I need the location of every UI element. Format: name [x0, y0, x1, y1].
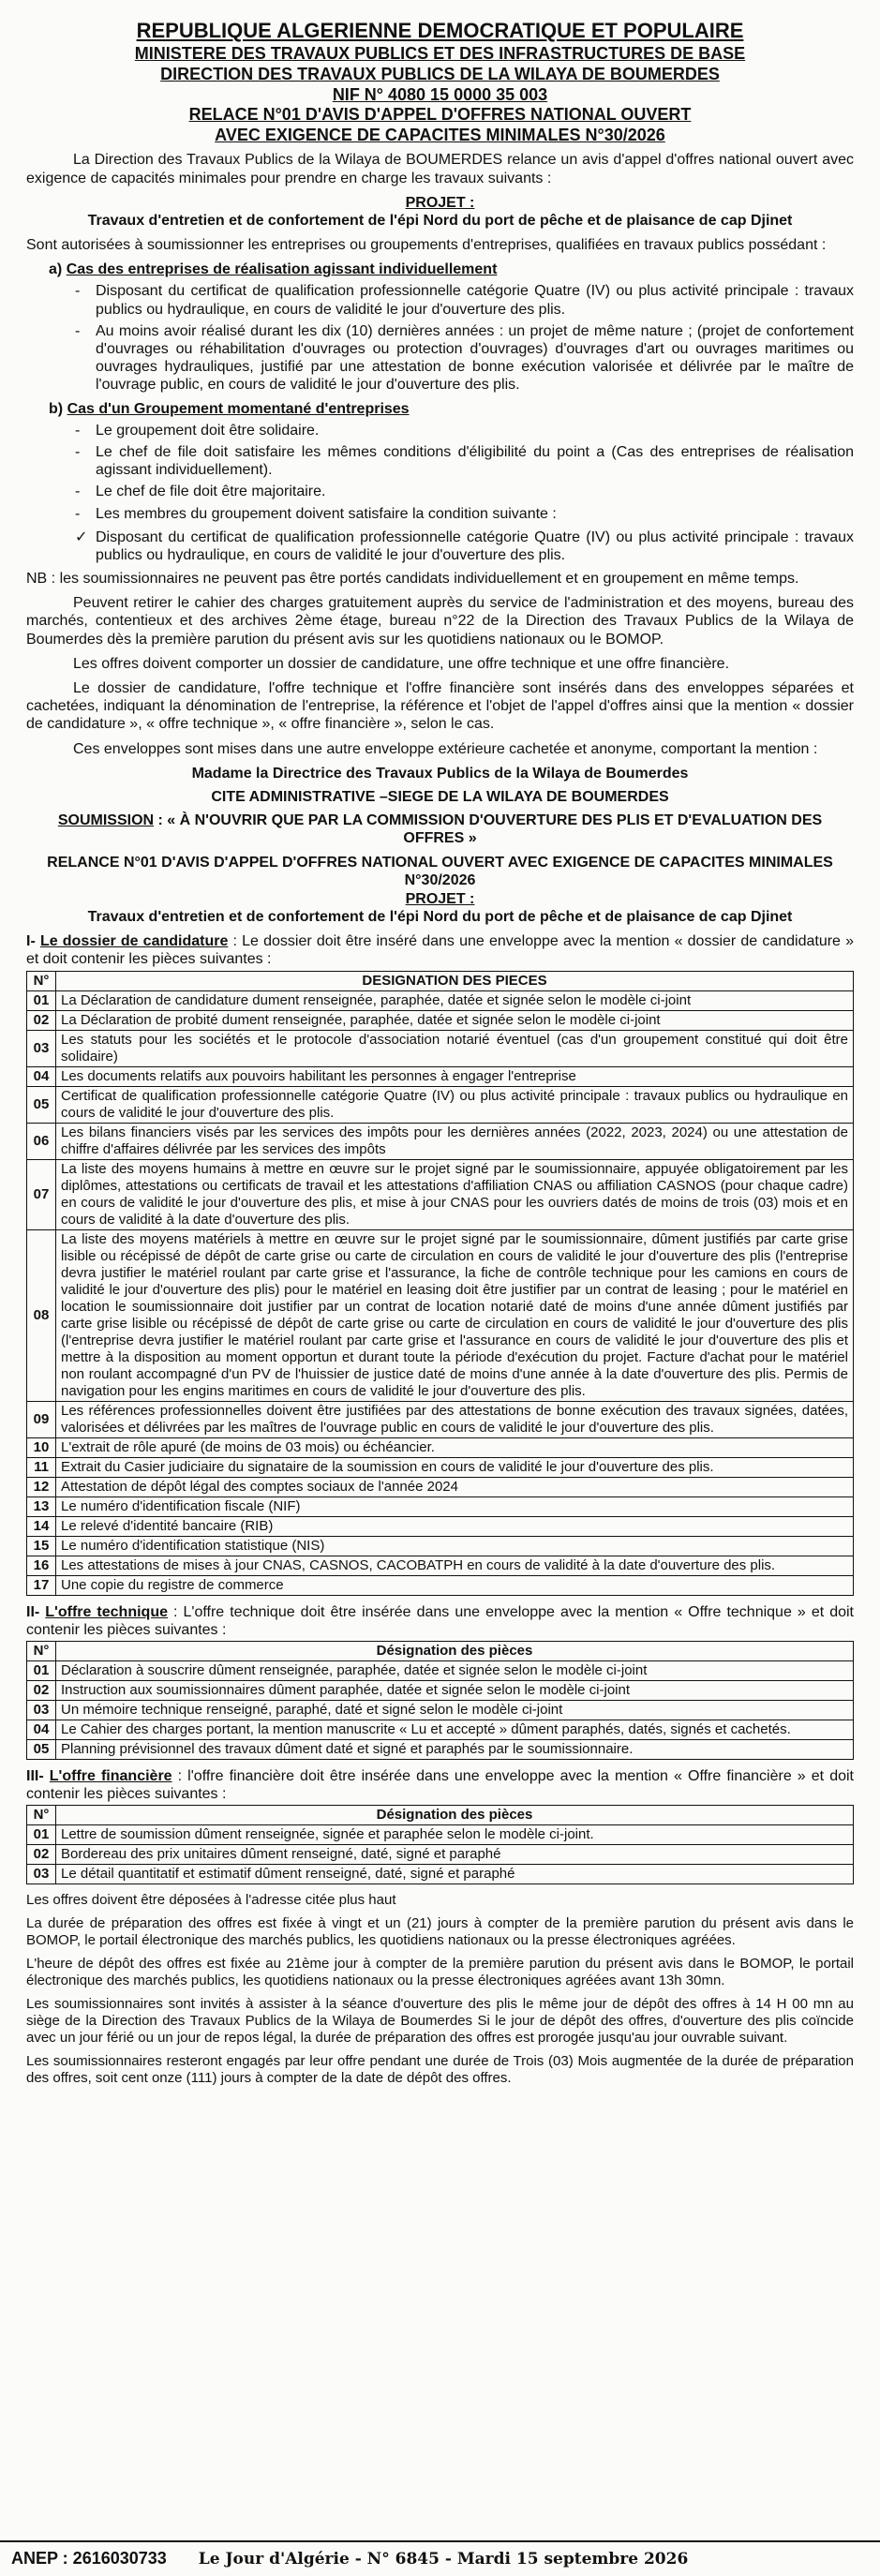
intro-paragraph: La Direction des Travaux Publics de la Wilaya de BOUMERDES relance un avis d'appel d'offres national ouvert avec exigence de capacités minimales pour prendre en charge les travaux suivants :: [26, 152, 854, 186]
table-row: 05 Planning prévisionnel des travaux dûment daté et signé et paraphés par le soumissionnaire.: [27, 1740, 854, 1760]
list-item: - Disposant du certificat de qualification professionnelle catégorie Quatre (IV) ou plus activité principale : travaux publics ou hydraulique, en cours de validité le jour d'ouverture des plis.: [96, 282, 854, 318]
footer-bar: [0, 2540, 880, 2576]
closing-paragraph: Les soumissionnaires sont invités à assister à la séance d'ouverture des plis le même jour de dépôt des offres à 14 H 00 mn au siège de la Direction des Travaux Publics de la Wilaya de Boumerdes Si le jour de dépôt des offres, d'ouverture des plis coïncide avec un jour férié ou un jour de repos légal, la durée de préparation des offres est prorogée jusqu'au jour ouvrable suivant.: [26, 1996, 854, 2047]
case-b-label: b): [49, 400, 64, 417]
table-header-row: [27, 1806, 854, 1825]
ministry-title: MINISTERE DES TRAVAUX PUBLICS ET DES INFRASTRUCTURES DE BASE: [134, 44, 746, 64]
technique-table: [26, 1641, 854, 1760]
check-mark-icon: ✓: [75, 529, 88, 545]
check-item: [26, 529, 854, 564]
table-header-row: [27, 971, 854, 990]
capacites-title: AVEC EXIGENCE DE CAPACITES MINIMALES N°30/2026: [215, 125, 665, 144]
soumission-label: SOUMISSION: [57, 812, 155, 829]
case-b-list: [26, 422, 854, 523]
table-row: 01 Déclaration à souscrire dûment renseignée, paraphée, datée et signée selon le modèle ci-joint: [27, 1661, 854, 1681]
column-header: Désignation des pièces: [56, 1806, 854, 1825]
table-row: 01 La Déclaration de candidature dument renseignée, paraphée, datée et signée selon le modèle ci-joint: [27, 990, 854, 1010]
soumission-text: : « À N'OUVRIR QUE PAR LA COMMISSION D'OUVERTURE DES PLIS ET D'EVALUATION DES OFFRES »: [154, 812, 823, 847]
case-a-title: Cas des entreprises de réalisation agissant individuellement: [66, 261, 498, 278]
projet-title-2: Travaux d'entretien et de confortement de l'épi Nord du port de pêche et de plaisance de cap Djinet: [87, 909, 793, 926]
candidature-title: Le dossier de candidature: [39, 933, 229, 950]
table-row: 16 Les attestations de mises à jour CNAS, CASNOS, CACOBATPH en cours de validité à la date d'ouverture des plis.: [27, 1556, 854, 1575]
candidature-intro: [26, 932, 854, 968]
table-row: 14 Le relevé d'identité bancaire (RIB): [27, 1516, 854, 1536]
table-row: 02 Bordereau des prix unitaires dûment renseigné, daté, signé et paraphé: [27, 1845, 854, 1865]
financiere-title: L'offre financière: [49, 1768, 172, 1785]
list-item: - Les membres du groupement doivent satisfaire la condition suivante :: [96, 505, 854, 523]
table-row: 06 Les bilans financiers visés par les services des impôts pour les dernières années (2022, 2023, 2024) ou une attestation de chiffre d'affaires délivrée par les services des impôts: [27, 1123, 854, 1159]
financiere-text: : l'offre financière doit être insérée dans une enveloppe avec la mention « Offre financière » et doit contenir les pièces suivantes :: [26, 1768, 855, 1803]
direction-title: DIRECTION DES TRAVAUX PUBLICS DE LA WILAYA DE BOUMERDES: [160, 64, 720, 83]
projet-label: PROJET :: [405, 194, 475, 211]
nb-paragraph: NB : les soumissionnaires ne peuvent pas être portés candidats individuellement et en groupement en même temps.: [26, 571, 799, 588]
case-b-section: [26, 400, 854, 418]
table-header-row: [27, 1642, 854, 1661]
table-row: 03 Les statuts pour les sociétés et le protocole d'association notarié éventuel (cas d'un groupement constitué qui doit être solidaire): [27, 1030, 854, 1066]
table-row: 13 Le numéro d'identification fiscale (NIF): [27, 1496, 854, 1516]
enveloppes-paragraph: Le dossier de candidature, l'offre technique et l'offre financière sont insérés dans des enveloppes séparées et cachetées, indiquant la dénomination de l'entreprise, la référence et l'objet de l'appel d'offres ainsi que la mention « dossier de candidature », « offre technique », « offre financière », selon le cas.: [26, 680, 854, 733]
nif-number: NIF N° 4080 15 0000 35 003: [332, 84, 548, 104]
table-row: 01 Lettre de soumission dûment renseignée, signée et paraphée selon le modèle ci-joint.: [27, 1825, 854, 1845]
column-header: DESIGNATION DES PIECES: [56, 971, 854, 990]
financiere-intro: [26, 1767, 854, 1803]
column-header: N°: [27, 971, 56, 990]
case-a-section: [26, 261, 854, 278]
candidature-num: I-: [26, 933, 36, 950]
case-a-list: [26, 282, 854, 394]
column-header: N°: [27, 1642, 56, 1661]
projet-label-2: PROJET :: [405, 890, 475, 907]
closing-paragraph: L'heure de dépôt des offres est fixée au 21ème jour à compter de la première parution du présent avis dans le BOMOP, le portail électronique des marchés publics, les quotidiens nationaux ou la presse électroniques agréées avant 13h 30mn.: [26, 1956, 854, 1989]
case-b-title: Cas d'un Groupement momentané d'entreprises: [67, 400, 410, 417]
list-item: - Le chef de file doit satisfaire les mêmes conditions d'éligibilité du point a (Cas des entreprises de réalisation agissant individuellement).: [96, 443, 854, 479]
soumission-line: [26, 812, 854, 847]
check-item-text: Disposant du certificat de qualification professionnelle catégorie Quatre (IV) ou plus activité principale : travaux publics ou hydraulique, en cours de validité le jour d'ouverture des plis.: [96, 529, 854, 563]
table-row: 03 Le détail quantitatif et estimatif dûment renseigné, daté, signé et paraphé: [27, 1865, 854, 1884]
candidature-text: : Le dossier doit être inséré dans une enveloppe avec la mention « dossier de candidature » et doit contenir les pièces suivantes :: [26, 933, 855, 968]
table-row: 03 Un mémoire technique renseigné, paraphé, daté et signé selon le modèle ci-joint: [27, 1701, 854, 1720]
projet-title: Travaux d'entretien et de confortement de l'épi Nord du port de pêche et de plaisance de cap Djinet: [87, 212, 793, 229]
list-item: - Au moins avoir réalisé durant les dix (10) dernières années : un projet de même nature ; (projet de confortement d'ouvrages ou réhabilitation d'ouvrages ou protection d'ouvrages) d'ouvrages d'art ou ouvrages maritimes ou ouvrages hydrauliques, justifié par une attestation de bonne exécution valorisée et délivrée par le maître de l'ouvrage public, en cours de validité le jour d'ouverture des plis.: [96, 322, 854, 395]
technique-num: II-: [26, 1603, 40, 1620]
notice-header: [26, 19, 854, 145]
offres-paragraph: Les offres doivent comporter un dossier de candidature, une offre technique et une offre financière.: [73, 655, 730, 672]
table-row: 02 La Déclaration de probité dument renseignée, paraphée, datée et signée selon le modèle ci-joint: [27, 1010, 854, 1030]
table-row: 04 Le Cahier des charges portant, la mention manuscrite « Lu et accepté » dûment paraphés, datés, signés et cachetés.: [27, 1720, 854, 1740]
table-row: 15 Le numéro d'identification statistique (NIS): [27, 1536, 854, 1556]
technique-intro: [26, 1603, 854, 1639]
autorises-paragraph: Sont autorisées à soumissionner les entreprises ou groupements d'entreprises, qualifiées en travaux publics possédant :: [26, 237, 827, 254]
closing-paragraph: La durée de préparation des offres est fixée à vingt et un (21) jours à compter de la première parution du présent avis dans le BOMOP, le portail électronique des marchés publics, les quotidiens nationaux ou la presse électroniques agréées.: [26, 1915, 854, 1949]
republic-title: REPUBLIQUE ALGERIENNE DEMOCRATIQUE ET POPULAIRE: [136, 19, 744, 42]
table-row: 07 La liste des moyens humains à mettre en œuvre sur le projet signé par le soumissionnaire, appuyée obligatoirement par les diplômes, attestations ou certificats de travail et les attestations d'affiliation CNAS ou affiliation CASNOS (pour chaque cadre) en cours de validité le jour d'ouverture des plis, et mise à jour CNAS pour les ouvriers datés de moins de trois (03) mois et en cours de validité à la date d'ouverture des plis.: [27, 1159, 854, 1229]
mention-paragraph: Ces enveloppes sont mises dans une autre enveloppe extérieure cachetée et anonyme, comportant la mention :: [73, 740, 818, 757]
cite-line: CITE ADMINISTRATIVE –SIEGE DE LA WILAYA DE BOUMERDES: [211, 788, 669, 805]
relance-title: RELACE N°01 D'AVIS D'APPEL D'OFFRES NATIONAL OUVERT: [188, 105, 692, 125]
candidature-table: [26, 971, 854, 1596]
technique-text: : L'offre technique doit être insérée dans une enveloppe avec la mention « Offre technique » et doit contenir les pièces suivantes :: [26, 1603, 854, 1638]
table-row: 10 L'extrait de rôle apuré (de moins de 03 mois) ou échéancier.: [27, 1437, 854, 1457]
technique-title: L'offre technique: [45, 1603, 168, 1620]
table-row: 12 Attestation de dépôt légal des comptes sociaux de l'année 2024: [27, 1477, 854, 1496]
relance-repeat: RELANCE N°01 D'AVIS D'APPEL D'OFFRES NATIONAL OUVERT AVEC EXIGENCE DE CAPACITES MINIMALES N°30/2026: [47, 854, 833, 888]
closing-paragraph: Les offres doivent être déposées à l'adresse citée plus haut: [26, 1892, 396, 1909]
list-item: - Le groupement doit être solidaire.: [96, 422, 854, 439]
case-a-label: a): [49, 261, 63, 278]
anep-reference: ANEP : 2616030733: [11, 2549, 167, 2569]
closing-paragraph: Les soumissionnaires resteront engagés par leur offre pendant une durée de Trois (03) Mois augmentée de la durée de préparation des offres, soit cent onze (111) jours à compter de la date de dépôt des offres.: [26, 2053, 854, 2087]
closing-section: [26, 1892, 854, 2087]
financiere-table: [26, 1805, 854, 1884]
table-row: 11 Extrait du Casier judiciaire du signataire de la soumission en cours de validité le jour d'ouverture des plis.: [27, 1457, 854, 1477]
financiere-num: III-: [26, 1768, 44, 1785]
table-row: 17 Une copie du registre de commerce: [27, 1575, 854, 1595]
table-row: 02 Instruction aux soumissionnaires dûment paraphée, datée et signée selon le modèle ci-joint: [27, 1681, 854, 1701]
table-row: 09 Les références professionnelles doivent être justifiées par des attestations de bonne exécution des travaux signées, datées, valorisées et délivrées par les maîtres de l'ouvrage public en cours de validité le jour d'ouverture des plis.: [27, 1401, 854, 1437]
table-row: 04 Les documents relatifs aux pouvoirs habilitant les personnes à engager l'entreprise: [27, 1066, 854, 1086]
newspaper-reference: Le Jour d'Algérie - N° 6845 - Mardi 15 septembre 2026: [198, 2549, 689, 2569]
column-header: N°: [27, 1806, 56, 1825]
table-row: 08 La liste des moyens matériels à mettre en œuvre sur le projet signé par le soumissionnaire, dûment justifiés par carte grise lisible ou récépissé de dépôt de carte grise ou carte de circulation en cours de validité le jour d'ouverture des plis (l'entreprise devra justifier le matériel roulant par carte grise et l'assurance, la fiche de contrôle technique pour les camions en cours de validité le jour d'ouverture des plis) pour le matériel en leasing doit être justifier par un contrat de leasing ; pour le matériel en location le soumissionnaire doit justifier par un contrat de location notarié daté de moins d'une année dûment justifiés par carte grise lisible ou récépissé de dépôt de carte grise ou carte de circulation en cours de validité le jour d'ouverture des plis (l'entreprise devra justifier le matériel roulant par carte grise et l'assurance en cours de validité le jour d'ouverture des plis et mettre à la disposition au moment opportun et durant toute la période d'exécution du projet. Facture d'achat pour le matériel non roulant accompagné d'un PV de l'huissier de justice daté de moins d'une année à la date d'ouverture des plis. Permis de navigation pour les engins maritimes en cours de validité le jour d'ouverture des plis.: [27, 1229, 854, 1401]
list-item: - Le chef de file doit être majoritaire.: [96, 483, 854, 500]
column-header: Désignation des pièces: [56, 1642, 854, 1661]
table-row: 05 Certificat de qualification professionnelle catégorie Quatre (IV) ou plus activité principale : travaux publics ou hydraulique en cours de validité le jour d'ouverture des plis.: [27, 1086, 854, 1123]
retrait-paragraph: Peuvent retirer le cahier des charges gratuitement auprès du service de l'administration et des moyens, bureau des marchés, contentieux et des archives 2ème étage, bureau n°22 de la Direction des Travaux Publics de la Wilaya de Boumerdes dès la première parution du présent avis sur les quotidiens nationaux ou le BOMOP.: [26, 595, 854, 648]
directrice-line: Madame la Directrice des Travaux Publics de la Wilaya de Boumerdes: [191, 765, 689, 782]
